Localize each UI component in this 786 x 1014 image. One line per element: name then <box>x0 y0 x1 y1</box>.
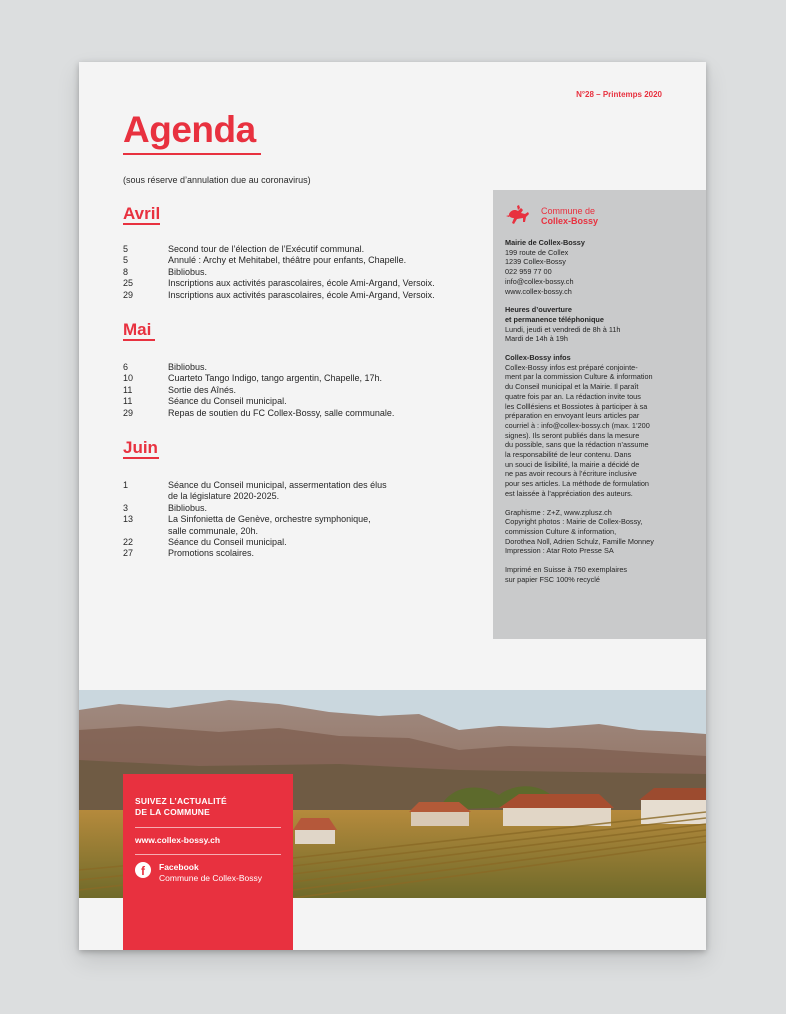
infos-heading: Collex-Bossy infos <box>505 353 571 363</box>
infos-line: du Conseil municipal et la Mairie. Il paraît <box>505 382 639 392</box>
infos-line: courriel à : info@collex-bossy.ch (max. 1’200 <box>505 420 650 430</box>
commune-logo <box>505 204 694 228</box>
month-heading-avril: Avril <box>123 204 161 223</box>
follow-title-line1: SUIVEZ L’ACTUALITÉ <box>135 796 227 806</box>
credits-line: commission Culture & information, <box>505 526 617 536</box>
event-row: 3 Bibliobus. <box>123 502 208 513</box>
infos-line: préparation en envoyant leurs articles par <box>505 411 640 421</box>
credits-line: Graphisme : Z+Z, www.zplusz.ch <box>505 507 612 517</box>
event-list-avril <box>123 244 463 301</box>
divider <box>135 854 281 855</box>
mairie-block <box>505 238 694 296</box>
email-link[interactable]: info@collex-bossy.ch <box>505 276 574 286</box>
magazine-page <box>79 62 706 950</box>
infos-line: la responsabilité de leur contenu. Dans <box>505 450 632 460</box>
hours-block <box>505 305 694 344</box>
infos-line: signes). Ils seront publiés dans la mesure <box>505 430 640 440</box>
phone-number: 022 959 77 00 <box>505 267 552 277</box>
title-underline <box>123 153 261 155</box>
website-link[interactable]: www.collex-bossy.ch <box>505 286 572 296</box>
month-underline <box>123 457 159 459</box>
infos-line: Collex-Bossy infos est préparé conjointe- <box>505 362 638 372</box>
credits-line: Impression : Atar Roto Presse SA <box>505 546 614 556</box>
issue-label: N°28 – Printemps 2020 <box>576 90 662 99</box>
event-list-mai <box>123 362 463 419</box>
infos-line: ne pas avoir recours à l’écriture inclusive <box>505 469 637 479</box>
event-row: 25 Inscriptions aux activités parascolaires, école Ami-Argand, Versoix. <box>123 278 435 289</box>
infos-line: un souci de lisibilité, la mairie a décidé de <box>505 459 640 469</box>
event-row: 29 Inscriptions aux activités parascolaires, école Ami-Argand, Versoix. <box>123 289 435 300</box>
facebook-label: Facebook <box>159 862 199 872</box>
print-line: sur papier FSC 100% recyclé <box>505 574 600 584</box>
infos-line: ment par la commission Culture & information <box>505 372 653 382</box>
infos-line: est laissée à l’appréciation des auteurs. <box>505 488 633 498</box>
divider <box>135 827 281 828</box>
event-row: 5 Second tour de l’élection de l’Exécutif communal. <box>123 244 365 254</box>
infos-line: pour ses articles. La méthode de formulation <box>505 479 649 489</box>
mairie-heading: Mairie de Collex-Bossy <box>505 238 585 247</box>
month-heading-juin: Juin <box>123 438 158 457</box>
event-row: 8 Bibliobus. <box>123 266 208 277</box>
facebook-icon: f <box>135 862 151 878</box>
hours-line: Mardi de 14h à 19h <box>505 334 568 344</box>
logo-line1: Commune de <box>541 206 596 216</box>
infos-block <box>505 353 694 499</box>
hours-line: Lundi, jeudi et vendredi de 8h à 11h <box>505 324 621 334</box>
follow-box <box>123 774 293 950</box>
follow-title-line2: DE LA COMMUNE <box>135 807 211 817</box>
page-title: Agenda <box>123 109 256 150</box>
event-row: 5 Annulé : Archy et Mehitabel, théâtre pour enfants, Chapelle. <box>123 255 407 266</box>
address-line: 1239 Collex-Bossy <box>505 257 566 267</box>
facebook-page-name: Commune de Collex-Bossy <box>159 873 262 883</box>
event-row: 29 Repas de soutien du FC Collex-Bossy, salle communale. <box>123 407 395 418</box>
credits-line: Copyright photos : Mairie de Collex-Bossy, <box>505 517 643 527</box>
event-row: 27 Promotions scolaires. <box>123 548 255 559</box>
subtitle: (sous réserve d’annulation due au coronavirus) <box>123 175 311 185</box>
credits-block <box>505 508 694 557</box>
hours-heading: Heures d’ouverture <box>505 305 572 315</box>
event-row: 1 Séance du Conseil municipal, assermentation des élus de la législature 2020-2025. <box>123 480 387 502</box>
infos-line: les Colllésiens et Bossiotes à participer à sa <box>505 401 648 411</box>
event-row: 22 Séance du Conseil municipal. <box>123 537 287 548</box>
event-row: 10 Cuarteto Tango Indigo, tango argentin, Chapelle, 17h. <box>123 373 382 384</box>
infos-line: du possible, sans que la rédaction n’assume <box>505 440 649 450</box>
logo-line2: Collex-Bossy <box>541 216 599 226</box>
infos-line: quatre fois par an. La rédaction invite tous <box>505 391 641 401</box>
print-block <box>505 565 694 584</box>
print-line: Imprimé en Suisse à 750 exemplaires <box>505 565 628 575</box>
month-underline <box>123 223 160 225</box>
follow-title <box>135 796 281 818</box>
hours-heading-2: et permanence téléphonique <box>505 314 604 324</box>
info-sidebar <box>493 190 706 639</box>
month-underline <box>123 339 155 341</box>
address-line: 199 route de Collex <box>505 247 569 257</box>
month-heading-mai: Mai <box>123 320 152 339</box>
event-list-juin <box>123 480 463 560</box>
website-link[interactable]: www.collex-bossy.ch <box>135 835 221 845</box>
facebook-link[interactable] <box>135 862 281 884</box>
credits-line: Dorothea Noll, Adrien Schulz, Famille Monney <box>505 536 654 546</box>
event-row: 6 Bibliobus. <box>123 362 208 372</box>
event-row: 11 Séance du Conseil municipal. <box>123 396 287 407</box>
event-row: 11 Sortie des Aînés. <box>123 384 237 395</box>
horse-rider-emblem-icon <box>505 204 531 228</box>
event-row: 13 La Sinfonietta de Genève, orchestre symphonique, salle communale, 20h. <box>123 514 371 536</box>
